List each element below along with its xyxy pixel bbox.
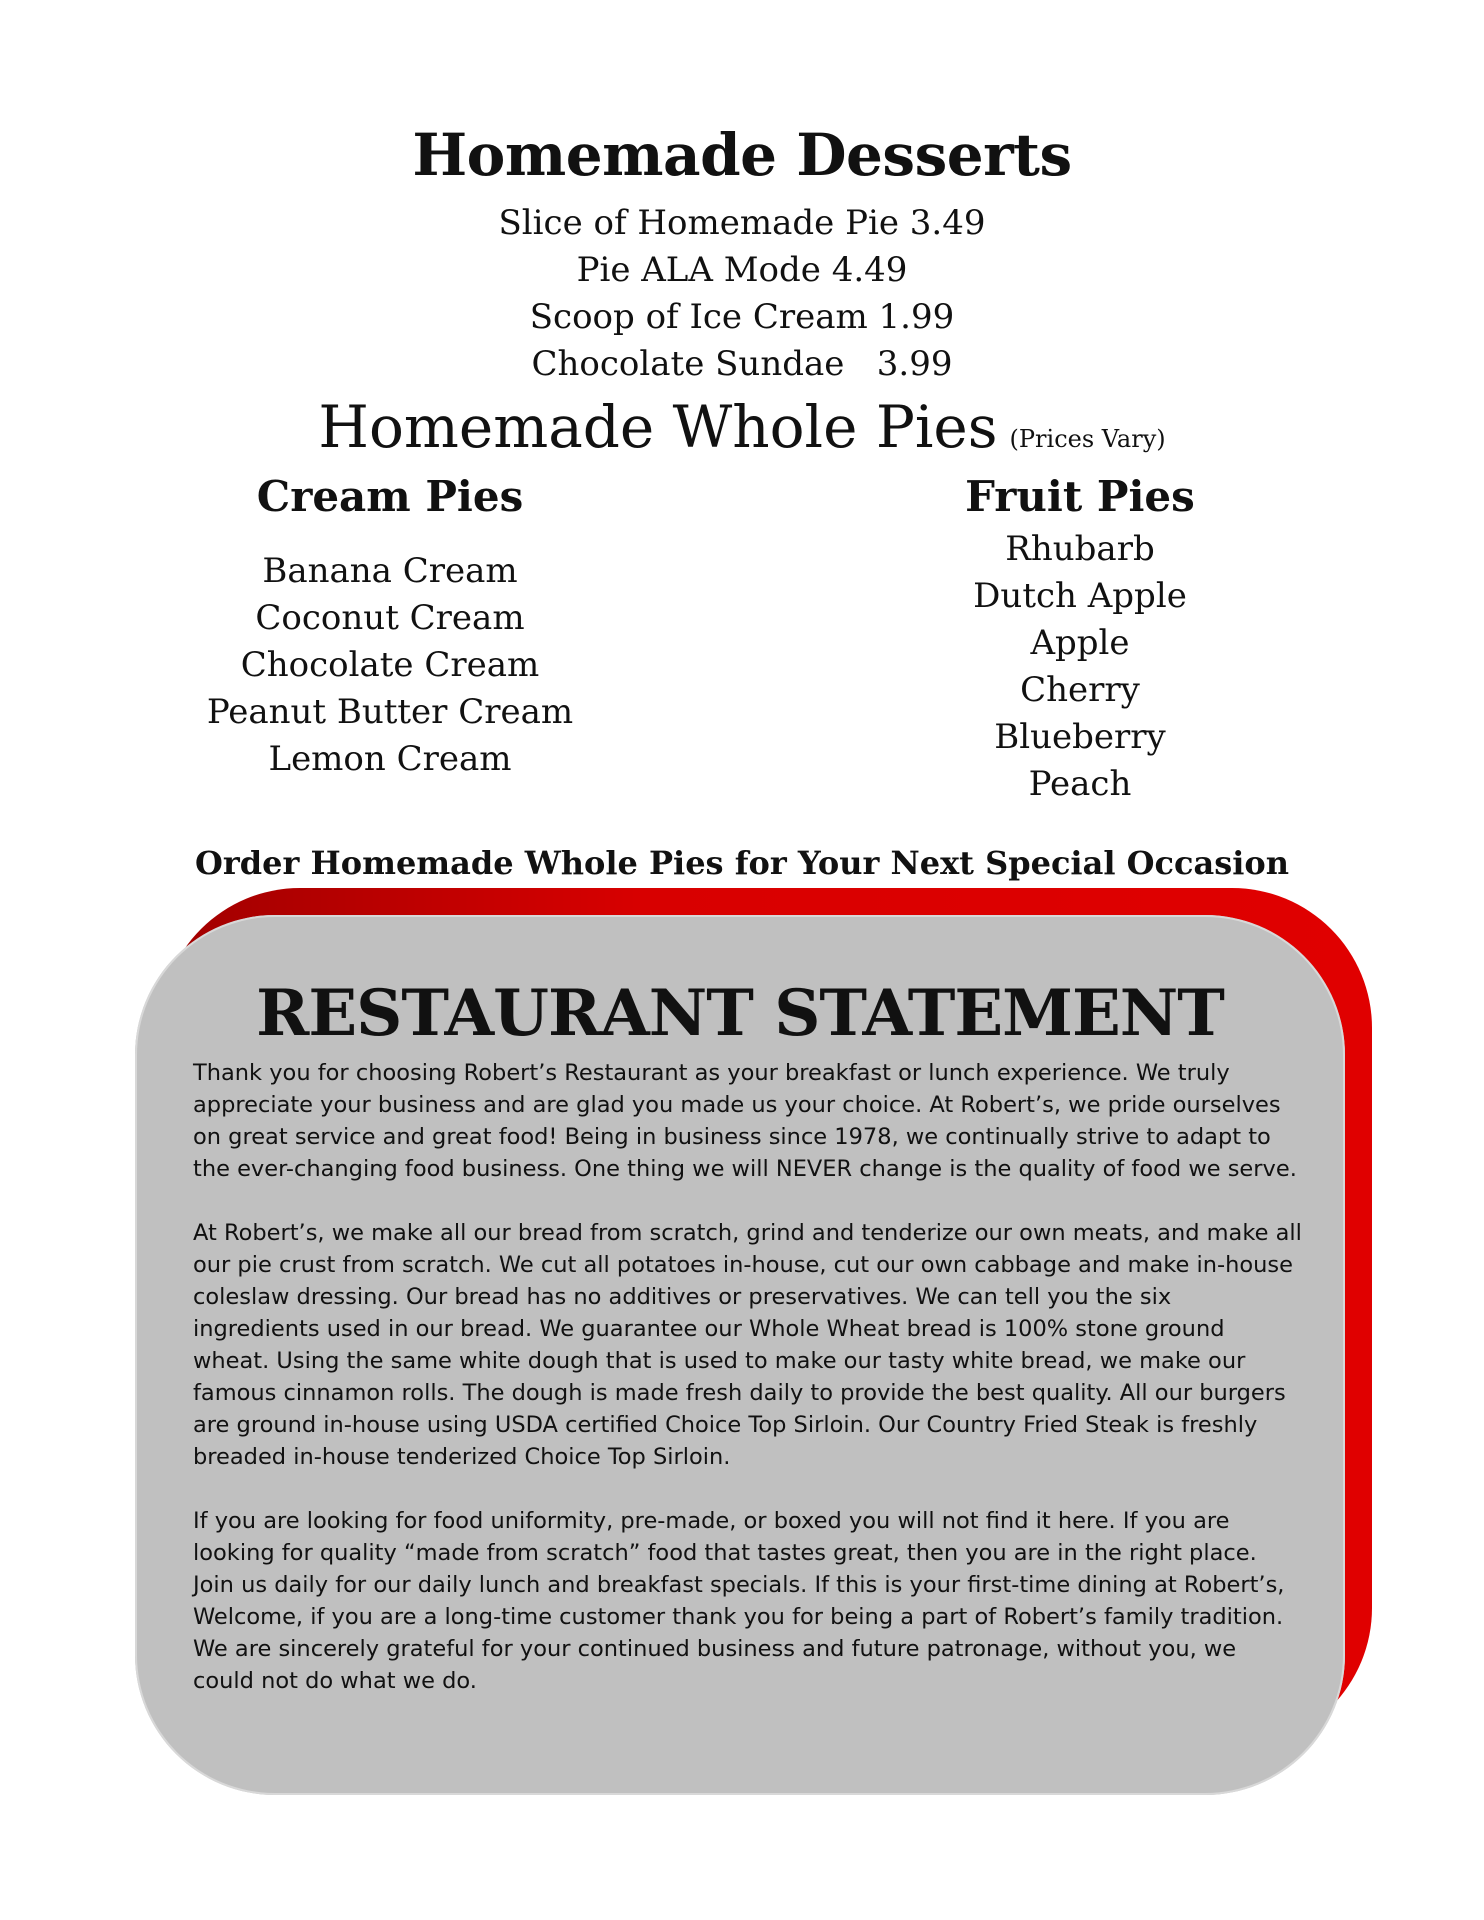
dessert-item: Scoop of Ice Cream 1.99 xyxy=(529,297,955,337)
fruit-pie-item: Peach xyxy=(1028,764,1132,804)
fruit-pie-item: Apple xyxy=(1030,623,1130,663)
cream-pies-list xyxy=(190,548,590,783)
fruit-pie-item: Rhubarb xyxy=(1005,529,1155,569)
statement-paragraph: At Robert’s, we make all our bread from scratch, grind and tenderize our own meats, and make all our pie crust from scratch. We cut all potatoes in-house, cut our own cabbage and make in-house coleslaw dressing. Our bread has no additives or preservatives. We can tell you the six ingredients used in our bread. We guarantee our Whole Wheat bread is 100% stone ground wheat. Using the same white dough that is used to make our tasty white bread, we make our famous cinnamon rolls. The dough is made fresh daily to provide the best quality. All our burgers are ground in-house using USDA certified Choice Top Sirloin. Our Country Fried Steak is freshly breaded in-house tenderized Choice Top Sirloin. xyxy=(193,1220,1302,1470)
dessert-item: Slice of Homemade Pie 3.49 xyxy=(498,203,986,243)
prices-vary-note: (Prices Vary) xyxy=(1009,425,1166,453)
cream-pie-item: Peanut Butter Cream xyxy=(206,692,574,732)
cream-pies-heading: Cream Pies xyxy=(256,472,524,521)
order-whole-pies-line: Order Homemade Whole Pies for Your Next Special Occasion xyxy=(195,844,1289,882)
statement-paragraph: Thank you for choosing Robert’s Restaurant as your breakfast or lunch experience. We truly appreciate your business and are glad you made us your choice. At Robert’s, we pride ourselves on great service and great food! Being in business since 1978, we continually strive to adapt to the ever-changing food business. One thing we will NEVER change is the quality of food we serve. xyxy=(193,1060,1297,1182)
dessert-price-list xyxy=(0,200,1484,388)
statement-title: RESTAURANT STATEMENT xyxy=(256,976,1224,1051)
cream-pie-item: Chocolate Cream xyxy=(240,645,540,685)
cream-pie-item: Lemon Cream xyxy=(268,739,512,779)
whole-pies-heading xyxy=(0,392,1484,462)
fruit-pies-list xyxy=(930,526,1230,808)
cream-pie-item: Coconut Cream xyxy=(255,598,525,638)
fruit-pies-heading: Fruit Pies xyxy=(965,472,1195,521)
cream-pie-item: Banana Cream xyxy=(262,551,518,591)
restaurant-statement-panel xyxy=(135,915,1345,1795)
whole-pies-title: Homemade Whole Pies xyxy=(318,393,998,461)
cream-pies-column xyxy=(190,468,590,783)
fruit-pies-column xyxy=(930,468,1230,808)
statement-paragraph: If you are looking for food uniformity, pre-made, or boxed you will not find it here. If you are looking for quality “made from scratch” food that tastes great, then you are in the right place. Join us daily for our daily lunch and breakfast specials. If this is your first-time dining at Robert’s, Welcome, if you are a long-time customer thank you for being a part of Robert’s family tradition. We are sincerely grateful for your continued business and future patronage, without you, we could not do what we do. xyxy=(193,1508,1285,1694)
desserts-title: Homemade Desserts xyxy=(412,121,1072,189)
statement-body xyxy=(193,1057,1303,1729)
fruit-pie-item: Cherry xyxy=(1020,670,1140,710)
dessert-item: Pie ALA Mode 4.49 xyxy=(576,250,908,290)
dessert-item: Chocolate Sundae 3.99 xyxy=(531,344,953,384)
fruit-pie-item: Blueberry xyxy=(994,717,1166,757)
fruit-pie-item: Dutch Apple xyxy=(973,576,1187,616)
